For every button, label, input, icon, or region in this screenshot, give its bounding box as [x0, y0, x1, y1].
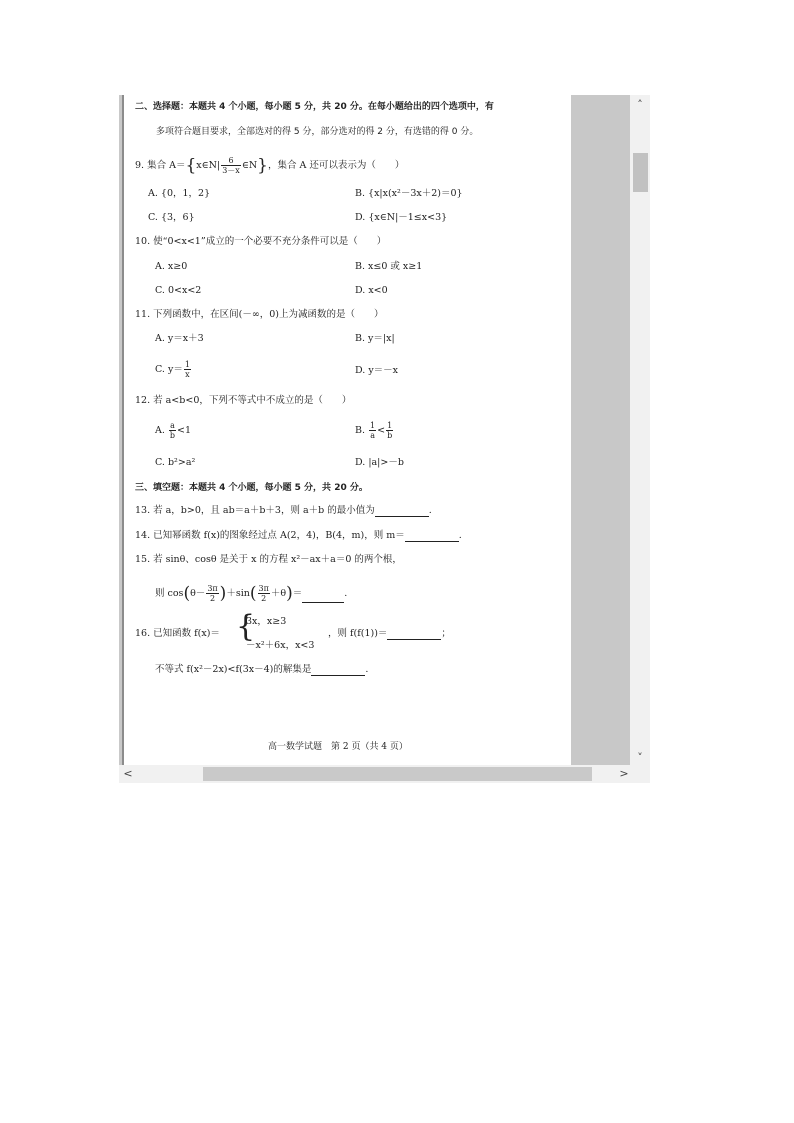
q11-c-den: x: [185, 370, 190, 379]
q13-stem: [135, 505, 432, 517]
q16-end: ；: [441, 628, 451, 639]
q11-option-c: [155, 360, 192, 379]
q15-fraction-1: [206, 584, 218, 603]
q15-expression: [155, 584, 347, 603]
q14-text: 14. 已知幂函数 f(x)的图象经过点 A(2，4)，B(4，m)，则 m＝: [135, 530, 405, 541]
q15-lparen-1: (: [183, 583, 191, 604]
vertical-scroll-thumb[interactable]: [633, 153, 648, 192]
q14-end: .: [458, 530, 462, 541]
q10-option-c: C. 0<x<2: [155, 285, 202, 296]
horizontal-scroll-thumb[interactable]: [203, 767, 592, 781]
q12-b-den2: b: [387, 431, 393, 440]
q9-prefix: 9. 集合 A＝: [135, 160, 186, 171]
q12-a-suffix: <1: [177, 425, 192, 436]
q14-stem: [135, 530, 462, 542]
q13-end: .: [428, 505, 432, 516]
q9-option-d: D. {x∈N|－1≤x<3}: [355, 212, 448, 223]
q12-option-c: C. b²>a²: [155, 457, 196, 468]
q11-option-a: A. y＝x＋3: [155, 333, 204, 344]
q16-prefix: 16. 已知函数 f(x)＝: [135, 628, 220, 639]
q16-case-1: 3x，x≥3: [246, 616, 287, 627]
q9-option-b: B. {x|x(x²－3x＋2)＝0}: [355, 188, 463, 199]
q9-element: x∈N: [196, 160, 217, 171]
q16-line2: 不等式 f(x²－2x)<f(3x－4)的解集是: [155, 664, 312, 675]
q15-end: .: [344, 588, 348, 599]
q16-answer-blank-2[interactable]: [311, 665, 365, 676]
q16-case-2: －x²＋6x，x<3: [246, 640, 315, 651]
q16-answer-blank-1[interactable]: [387, 629, 441, 640]
q9-bar: |: [217, 160, 221, 171]
q15-equals: ＝: [292, 588, 303, 599]
q16-inequality: [155, 664, 368, 676]
q15-rparen-1: ): [219, 583, 227, 604]
q15-f2-num: 3π: [258, 584, 269, 593]
q16-brace: {: [236, 609, 256, 644]
q9-left-brace: {: [185, 155, 197, 176]
q13-answer-blank[interactable]: [375, 506, 429, 517]
q12-b-fraction-1: [369, 421, 376, 440]
q15-answer-blank[interactable]: [302, 592, 344, 603]
q15-rparen-2: ): [286, 583, 293, 604]
q15-f2-den: 2: [261, 594, 267, 603]
q12-b-fraction-2: [386, 421, 393, 440]
q15-theta-minus: θ－: [190, 588, 206, 599]
q14-answer-blank[interactable]: [405, 531, 459, 542]
q9-suffix: ，集合 A 还可以表示为（ ）: [268, 160, 405, 171]
q16-post: ，则 f(f(1))＝: [328, 628, 388, 639]
viewer-margin: [571, 95, 630, 765]
q11-c-num: 1: [184, 360, 190, 369]
q12-a-den: b: [169, 431, 176, 440]
q15-prefix: 则 cos: [155, 588, 184, 599]
q15-plus-theta: ＋θ: [270, 588, 287, 599]
q9-option-a: A. {0，1，2}: [148, 188, 211, 199]
page-footer: 高一数学试题 第 2 页（共 4 页）: [268, 742, 408, 752]
q12-b-num2: 1: [387, 421, 393, 430]
q9-fraction: [221, 156, 241, 175]
q12-b-num1: 1: [370, 421, 376, 430]
section2-instructions: 多项符合题目要求，全部选对的得 5 分，部分选对的得 2 分，有选错的得 0 分。: [156, 127, 479, 137]
scroll-right-icon[interactable]: >: [619, 767, 629, 780]
q15-fraction-2: [258, 584, 270, 603]
q10-stem: 10. 使“0<x<1”成立的一个必要不充分条件可以是（ ）: [135, 236, 387, 247]
section3-heading: 三、填空题：本题共 4 个小题，每小题 5 分，共 20 分。: [135, 483, 368, 493]
q12-b-den1: a: [370, 431, 375, 440]
q15-stem: 15. 若 sinθ、cosθ 是关于 x 的方程 x²－ax＋a＝0 的两个根，: [135, 554, 402, 565]
q10-option-b: B. x≤0 或 x≥1: [355, 261, 423, 272]
q16-end2: .: [365, 664, 369, 675]
scroll-down-icon[interactable]: ˅: [637, 751, 643, 764]
q12-a-prefix: A.: [155, 425, 168, 436]
q12-a-fraction: [169, 421, 176, 440]
q16-question: [328, 628, 451, 640]
scroll-up-icon[interactable]: ˄: [637, 98, 643, 111]
q11-option-d: D. y＝－x: [355, 365, 399, 376]
q15-lparen-2: (: [249, 583, 257, 604]
vertical-scrollbar[interactable]: [630, 95, 650, 765]
q11-c-fraction: [184, 360, 191, 379]
q11-c-prefix: C. y＝: [155, 364, 183, 375]
q11-option-b: B. y＝|x|: [355, 333, 395, 344]
q12-stem: 12. 若 a<b<0，下列不等式中不成立的是（ ）: [135, 395, 352, 406]
q13-text: 13. 若 a，b>0，且 ab＝a＋b＋3，则 a＋b 的最小值为: [135, 505, 375, 516]
q12-a-num: a: [170, 421, 175, 430]
q9-in-n: ∈N: [241, 160, 258, 171]
q11-stem: 11. 下列函数中，在区间(－∞，0)上为减函数的是（ ）: [135, 309, 384, 320]
q10-option-d: D. x<0: [355, 285, 388, 296]
q12-b-prefix: B.: [355, 425, 369, 436]
q9-option-c: C. {3，6}: [148, 212, 195, 223]
q15-f1-num: 3π: [207, 584, 218, 593]
q9-right-brace: }: [257, 155, 268, 176]
section2-heading: 二、选择题：本题共 4 个小题，每小题 5 分，共 20 分。在每小题给出的四个选项中，有: [135, 102, 494, 112]
q15-f1-den: 2: [209, 594, 216, 603]
q9-stem: [135, 156, 404, 175]
q12-option-d: D. |a|>－b: [355, 457, 404, 468]
q12-b-less: <: [377, 425, 386, 436]
q9-frac-den: 3－x: [222, 166, 240, 175]
scroll-left-icon[interactable]: <: [123, 767, 133, 780]
q12-option-a: [155, 421, 191, 440]
q15-plus-sin: ＋sin: [226, 588, 250, 599]
q12-option-b: [355, 421, 394, 440]
q9-frac-num: 6: [221, 156, 241, 166]
q10-option-a: A. x≥0: [155, 261, 188, 272]
